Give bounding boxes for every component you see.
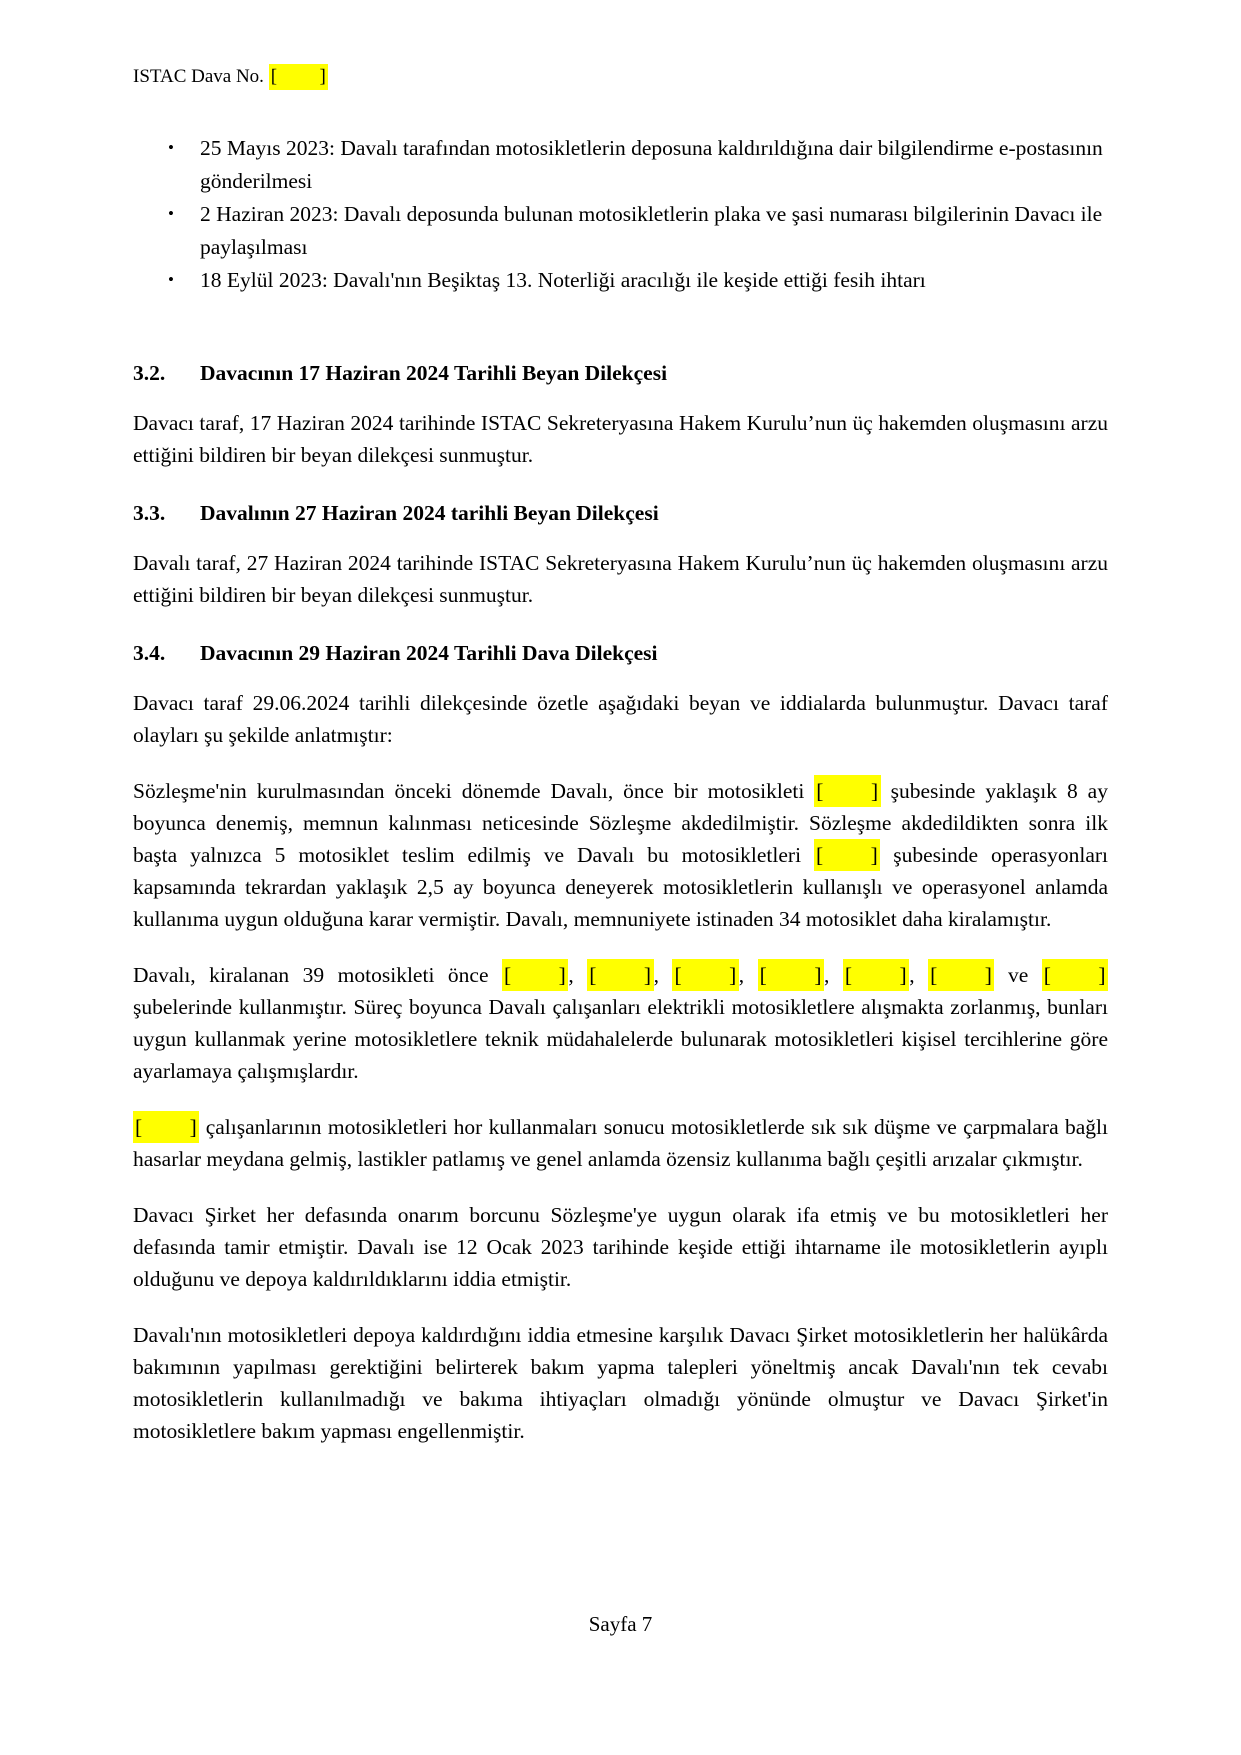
page-number: Sayfa 7 <box>588 1612 653 1636</box>
section-number: 3.2. <box>133 361 166 385</box>
document-header <box>133 64 1108 90</box>
redaction-box: [ ] <box>502 959 568 991</box>
separator: , <box>909 963 929 987</box>
redaction-box: [ ] <box>269 64 329 90</box>
paragraph-section-3-4-intro: Davacı taraf 29.06.2024 tarihli dilekçesinde özetle aşağıdaki beyan ve iddialarda bulunmuştur. Davacı taraf olayları şu şekilde anlatmıştır: <box>133 691 1108 747</box>
bullet-item <box>168 132 1108 198</box>
redaction-box: [ ] <box>672 959 738 991</box>
text-run: Sözleşme'nin kurulmasından önceki dönemde Davalı, önce bir motosikleti <box>133 779 815 803</box>
text-run: Davalı, kiralanan 39 motosikleti önce <box>133 963 503 987</box>
section-number: 3.4. <box>133 641 166 665</box>
section-heading-3-3 <box>133 497 1108 530</box>
text-run: şubelerinde kullanmıştır. Süreç boyunca Davalı çalışanları elektrikli motosikletlere alışmakta zorlanmış, bunları uygun kullanmak yerine motosikletlere teknik müdahalelerde bulunarak motosikletleri kişisel tercihlerine göre ayarlamaya çalışmışlardır. <box>133 995 1108 1083</box>
paragraph-claims-4: Davacı Şirket her defasında onarım borcunu Sözleşme'ye uygun olarak ifa etmiş ve bu motosikletleri her defasında tamir etmiştir. Davalı ise 12 Ocak 2023 tarihinde keşide ettiği ihtarname ile motosikletlerin ayıplı olduğunu ve depoya kaldırıldıklarını iddia etmiştir. <box>133 1203 1108 1291</box>
separator: , <box>653 963 673 987</box>
bullet-text: 25 Mayıs 2023: Davalı tarafından motosikletlerin deposuna kaldırıldığına dair bilgilendirme e-postasının gönderilmesi <box>200 136 1103 193</box>
text-run: şubesinde operasyonları kapsamında tekrardan yaklaşık 2,5 ay boyunca deneyerek motosikletlerin kullanışlı ve operasyonel anlamda kullanıma uygun olduğuna karar vermiştir. Davalı, memnuniyete istinaden 34 motosiklet daha kiralamıştır. <box>133 843 1108 931</box>
bullet-text: 18 Eylül 2023: Davalı'nın Beşiktaş 13. Noterliği aracılığı ile keşide ettiği fesih ihtarı <box>200 268 926 292</box>
text-run: şubesinde yaklaşık 8 ay boyunca denemiş, memnun kalınması neticesinde Sözleşme akdedilmiştir. Sözleşme akdedildikten sonra ilk başta yalnızca 5 motosiklet teslim edilmiş ve Davalı bu motosikletleri <box>133 779 1108 867</box>
bullet-icon: • <box>168 270 174 289</box>
text-run: çalışanlarının motosikletleri hor kullanmaları sonucu motosikletlerde sık sık düşme ve çarpmalara bağlı hasarlar meydana gelmiş, lastikler patlamış ve genel anlamda özensiz kullanıma bağlı çeşitli arızalar çıkmıştır. <box>133 1115 1108 1171</box>
bullet-item <box>168 264 1108 297</box>
paragraph-claims-5: Davalı'nın motosikletleri depoya kaldırdığını iddia etmesine karşılık Davacı Şirket motosikletlerin her halükârda bakımının yapılması gerektiğini belirterek bakım yapma talepleri yöneltmiş ancak Davalı'nın tek cevabı motosikletlerin kullanılmadığı ve bakıma ihtiyaçları olmadığı yönünde olmuştur ve Davacı Şirket'in motosikletlere bakım yapması engellenmiştir. <box>133 1323 1108 1443</box>
paragraph-section-3-3: Davalı taraf, 27 Haziran 2024 tarihinde ISTAC Sekreteryasına Hakem Kurulu’nun üç hakemden oluşmasını arzu ettiğini bildiren bir beyan dilekçesi sunmuştur. <box>133 551 1108 607</box>
paragraph-claims-1 <box>133 775 1108 935</box>
redaction-box: [ ] <box>814 775 880 807</box>
bullet-icon: • <box>168 204 174 223</box>
paragraph-claims-3 <box>133 1111 1108 1175</box>
page-footer <box>0 1612 1241 1637</box>
redaction-box: [ ] <box>133 1111 199 1143</box>
section-number: 3.3. <box>133 501 166 525</box>
redaction-box: [ ] <box>928 959 994 991</box>
redaction-box: [ ] <box>814 839 880 871</box>
section-heading-3-2 <box>133 357 1108 390</box>
redaction-box: [ ] <box>587 959 653 991</box>
bullet-item <box>168 198 1108 264</box>
redaction-box: [ ] <box>843 959 909 991</box>
bullet-text: 2 Haziran 2023: Davalı deposunda bulunan motosikletlerin plaka ve şasi numarası bilgilerinin Davacı ile paylaşılması <box>200 202 1103 259</box>
separator: , <box>738 963 758 987</box>
timeline-bullet-list <box>133 132 1108 297</box>
section-title: Davalının 27 Haziran 2024 tarihli Beyan Dilekçesi <box>200 501 659 525</box>
paragraph-section-3-2: Davacı taraf, 17 Haziran 2024 tarihinde ISTAC Sekreteryasına Hakem Kurulu’nun üç hakemden oluşmasını arzu ettiğini bildiren bir beyan dilekçesi sunmuştur. <box>133 411 1108 467</box>
case-number-label: ISTAC Dava No. <box>133 66 269 87</box>
paragraph-claims-2 <box>133 959 1108 1087</box>
separator: , <box>824 963 843 987</box>
section-heading-3-4 <box>133 637 1108 670</box>
redaction-box: [ ] <box>1042 959 1108 991</box>
section-title: Davacının 17 Haziran 2024 Tarihli Beyan Dilekçesi <box>200 361 668 385</box>
bullet-icon: • <box>168 138 174 157</box>
conjunction: ve <box>994 963 1042 987</box>
separator: , <box>568 963 588 987</box>
redaction-box: [ ] <box>758 959 824 991</box>
section-title: Davacının 29 Haziran 2024 Tarihli Dava Dilekçesi <box>200 641 658 665</box>
